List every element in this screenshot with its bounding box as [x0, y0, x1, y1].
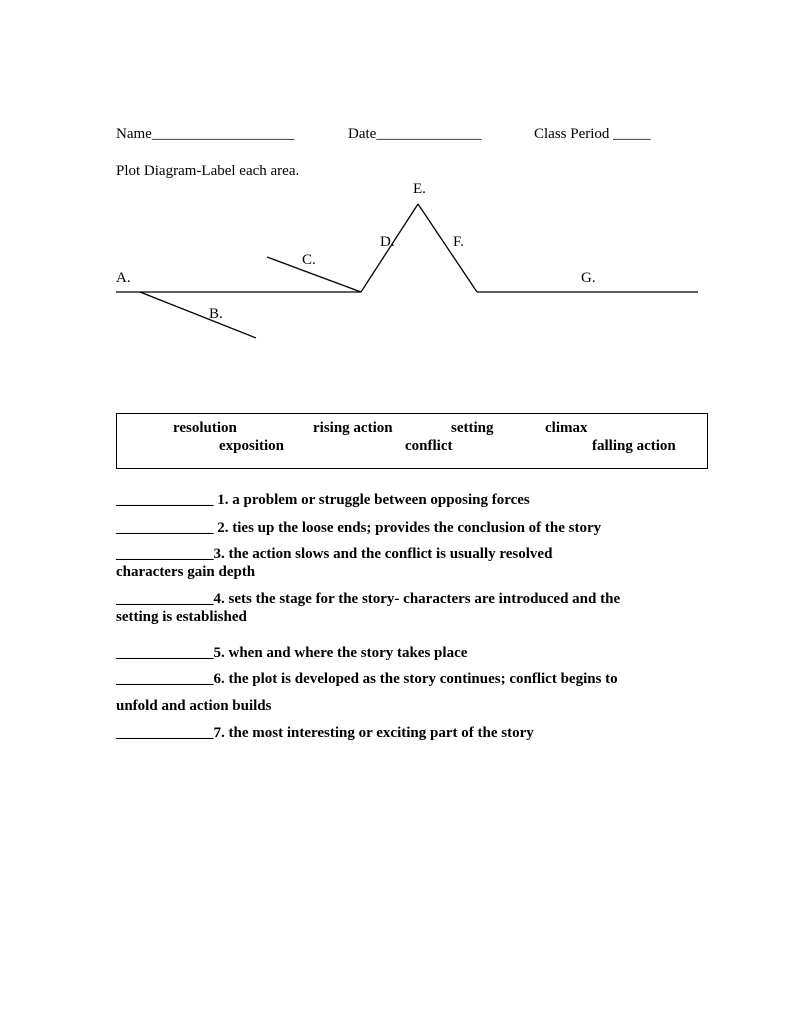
question-5: _____________5. when and where the story takes place	[116, 645, 468, 661]
question-7: _____________7. the most interesting or exciting part of the story	[116, 725, 534, 741]
question-6: _____________6. the plot is developed as the story continues; conflict begins to	[116, 671, 618, 687]
diagram-label-f: F.	[453, 234, 464, 250]
diagram-label-e: E.	[413, 181, 426, 197]
diagram-label-c: C.	[302, 252, 316, 268]
question-2: _____________ 2. ties up the loose ends; provides the conclusion of the story	[116, 520, 602, 536]
word-bank-box	[116, 413, 708, 469]
word-bank-term: resolution	[173, 420, 237, 436]
worksheet-instructions: Plot Diagram-Label each area.	[116, 163, 300, 179]
diagram-label-b: B.	[209, 306, 223, 322]
word-bank-term: conflict	[405, 438, 453, 454]
diagram-falling-line	[418, 204, 477, 292]
word-bank-term: setting	[451, 420, 494, 436]
name-field-label: Name___________________	[116, 126, 295, 142]
word-bank-term: falling action	[592, 438, 676, 454]
question-3-continued: characters gain depth	[116, 564, 256, 580]
diagram-label-a: A.	[116, 270, 131, 286]
question-1: _____________ 1. a problem or struggle between opposing forces	[116, 492, 530, 508]
question-3: _____________3. the action slows and the conflict is usually resolved	[116, 546, 553, 562]
word-bank-term: rising action	[313, 420, 393, 436]
word-bank-term: exposition	[219, 438, 285, 454]
class-period-field-label: Class Period _____	[534, 126, 651, 142]
diagram-label-d: D.	[380, 234, 395, 250]
diagram-label-g: G.	[581, 270, 596, 286]
diagram-line-b	[140, 292, 256, 338]
question-6-continued: unfold and action builds	[116, 698, 272, 714]
date-field-label: Date______________	[348, 126, 482, 142]
question-4: _____________4. sets the stage for the story- characters are introduced and the	[116, 591, 621, 607]
question-4-continued: setting is established	[116, 609, 247, 625]
word-bank-term: climax	[545, 420, 588, 436]
